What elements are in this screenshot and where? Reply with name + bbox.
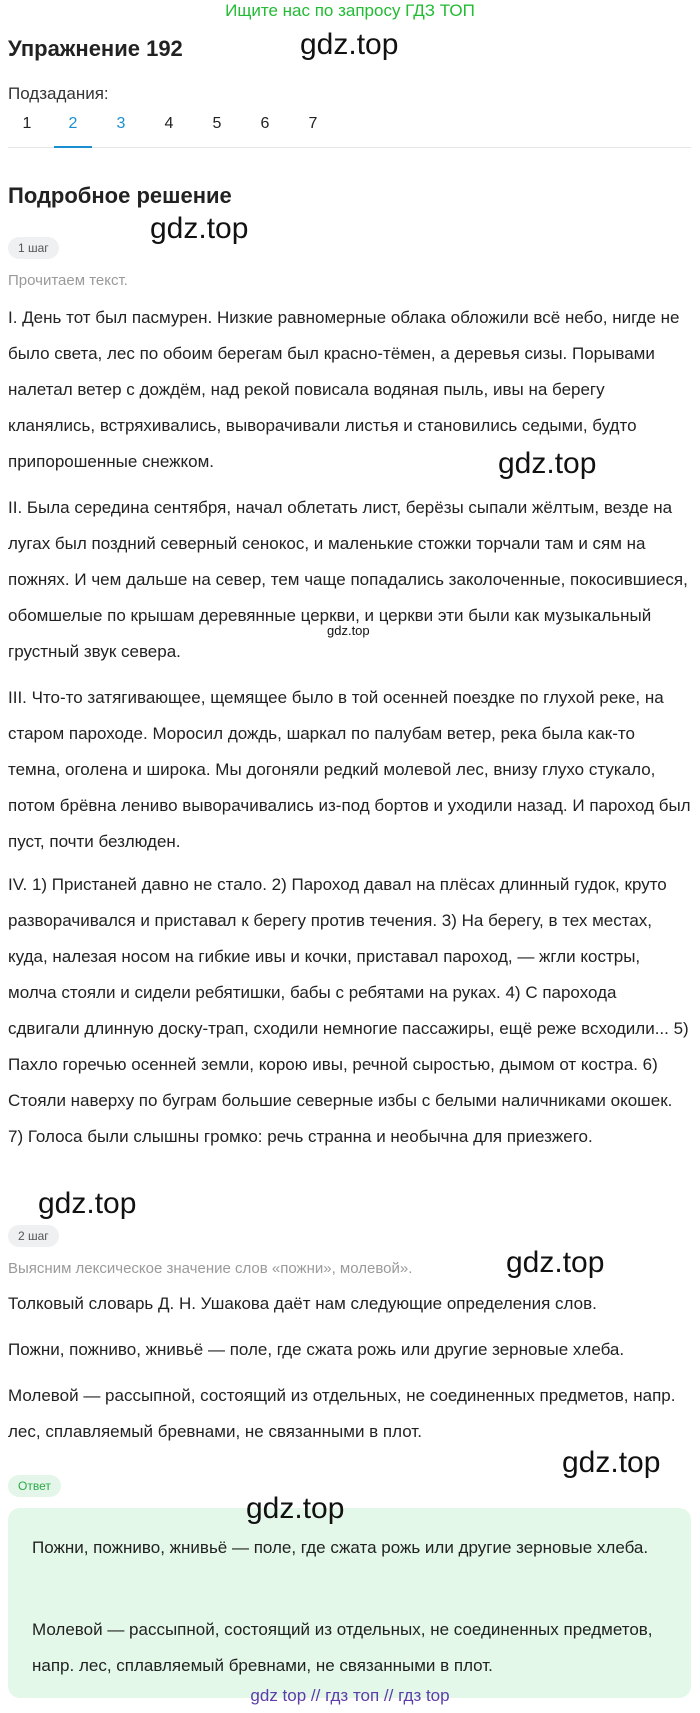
- definition-pozhni: Пожни, пожниво, жнивьё — поле, где сжата рожь или другие зерновые хлеба.: [8, 1340, 625, 1359]
- step-hint-2: Выясним лексическое значение слов «пожни», молевой».: [8, 1260, 413, 1277]
- tab-1[interactable]: 1: [22, 115, 32, 132]
- text-paragraph-2: II. Была середина сентября, начал облетать лист, берёзы сыпали жёлтым, везде на лугах был поздний северный сенокос, и маленькие стожки торчали там и сям на пожнях. И чем дальше на север, тем чаще попадались заколоченные, покосившиеся, обомшелые по крышам деревянные церкви, и церкви эти были как музыкальный грустный звук севера.: [8, 498, 688, 661]
- subtasks-label: Подзадания:: [8, 84, 109, 103]
- solution-title: Подробное решение: [8, 183, 232, 208]
- tab-3[interactable]: 3: [116, 115, 126, 132]
- watermark: gdz.top: [506, 1246, 605, 1279]
- tab-4[interactable]: 4: [164, 115, 174, 132]
- footer-links[interactable]: gdz top // гдз топ // гдз top: [250, 1686, 450, 1705]
- answer-paragraph-1: Пожни, пожниво, жнивьё — поле, где сжата рожь или другие зерновые хлеба.: [32, 1538, 649, 1557]
- watermark: gdz.top: [150, 212, 249, 245]
- step-badge-2: 2 шаг: [8, 1225, 59, 1247]
- definition-intro: Толковый словарь Д. Н. Ушакова даёт нам следующие определения слов.: [8, 1294, 597, 1313]
- tab-6[interactable]: 6: [260, 115, 270, 132]
- tab-7[interactable]: 7: [308, 115, 318, 132]
- step-badge-1: 1 шаг: [8, 237, 59, 259]
- subtask-tabs: [8, 107, 691, 148]
- search-banner: Ищите нас по запросу ГДЗ ТОП: [225, 1, 475, 20]
- page-title: Упражнение 192: [8, 36, 183, 61]
- text-paragraph-3: III. Что-то затягивающее, щемящее было в той осенней поездке по глухой реке, на старом пароходе. Моросил дождь, шаркал по палубам ветер, река была как-то темна, оголена и широка. Мы догоняли редкий молевой лес, внизу глухо стукало, потом брёвна лениво выворачивались из-под бортов и уходили назад. И пароход был пуст, почти безлюден.: [8, 688, 691, 851]
- text-paragraph-1: I. День тот был пасмурен. Низкие равномерные облака обложили всё небо, нигде не было света, лес по обоим берегам был красно-тёмен, а деревья сизы. Порывами налетал ветер с дождём, над рекой повисала водяная пыль, ивы на берегу кланялись, встряхивались, выворачивали листья и становились седыми, будто припорошенные снежком.: [8, 308, 680, 471]
- step-hint-1: Прочитаем текст.: [8, 272, 128, 289]
- watermark: gdz.top: [246, 1492, 345, 1525]
- tab-2[interactable]: 2: [54, 115, 92, 148]
- answer-badge: Ответ: [8, 1475, 61, 1497]
- watermark: gdz.top: [300, 28, 399, 61]
- watermark: gdz.top: [327, 623, 370, 638]
- watermark: gdz.top: [498, 447, 597, 480]
- definition-molevoy: Молевой — рассыпной, состоящий из отдельных, не соединенных предметов, напр. лес, сплавляемый бревнами, не связанными в плот.: [8, 1386, 676, 1441]
- watermark: gdz.top: [38, 1187, 137, 1220]
- answer-paragraph-2: Молевой — рассыпной, состоящий из отдельных, не соединенных предметов, напр. лес, сплавляемый бревнами, не связанными в плот.: [32, 1620, 653, 1675]
- text-paragraph-4: IV. 1) Пристаней давно не стало. 2) Пароход давал на плёсах длинный гудок, круто разворачивался и приставал к берегу против течения. 3) На берегу, в тех местах, куда, налезая носом на гибкие ивы и кочки, приставал пароход, — жгли костры, молча стояли и сидели ребятишки, бабы с ребятами на руках. 4) С парохода сдвигали длинную доску-трап, сходили немногие пассажиры, ещё реже всходили... 5) Пахло горечью осенней земли, корою ивы, речной сыростью, дымом от костра. 6) Стояли наверху по буграм большие северные избы с белыми наличниками окошек. 7) Голоса были слышны громко: речь странна и необычна для приезжего.: [8, 875, 689, 1146]
- tab-5[interactable]: 5: [212, 115, 222, 132]
- watermark: gdz.top: [562, 1446, 661, 1479]
